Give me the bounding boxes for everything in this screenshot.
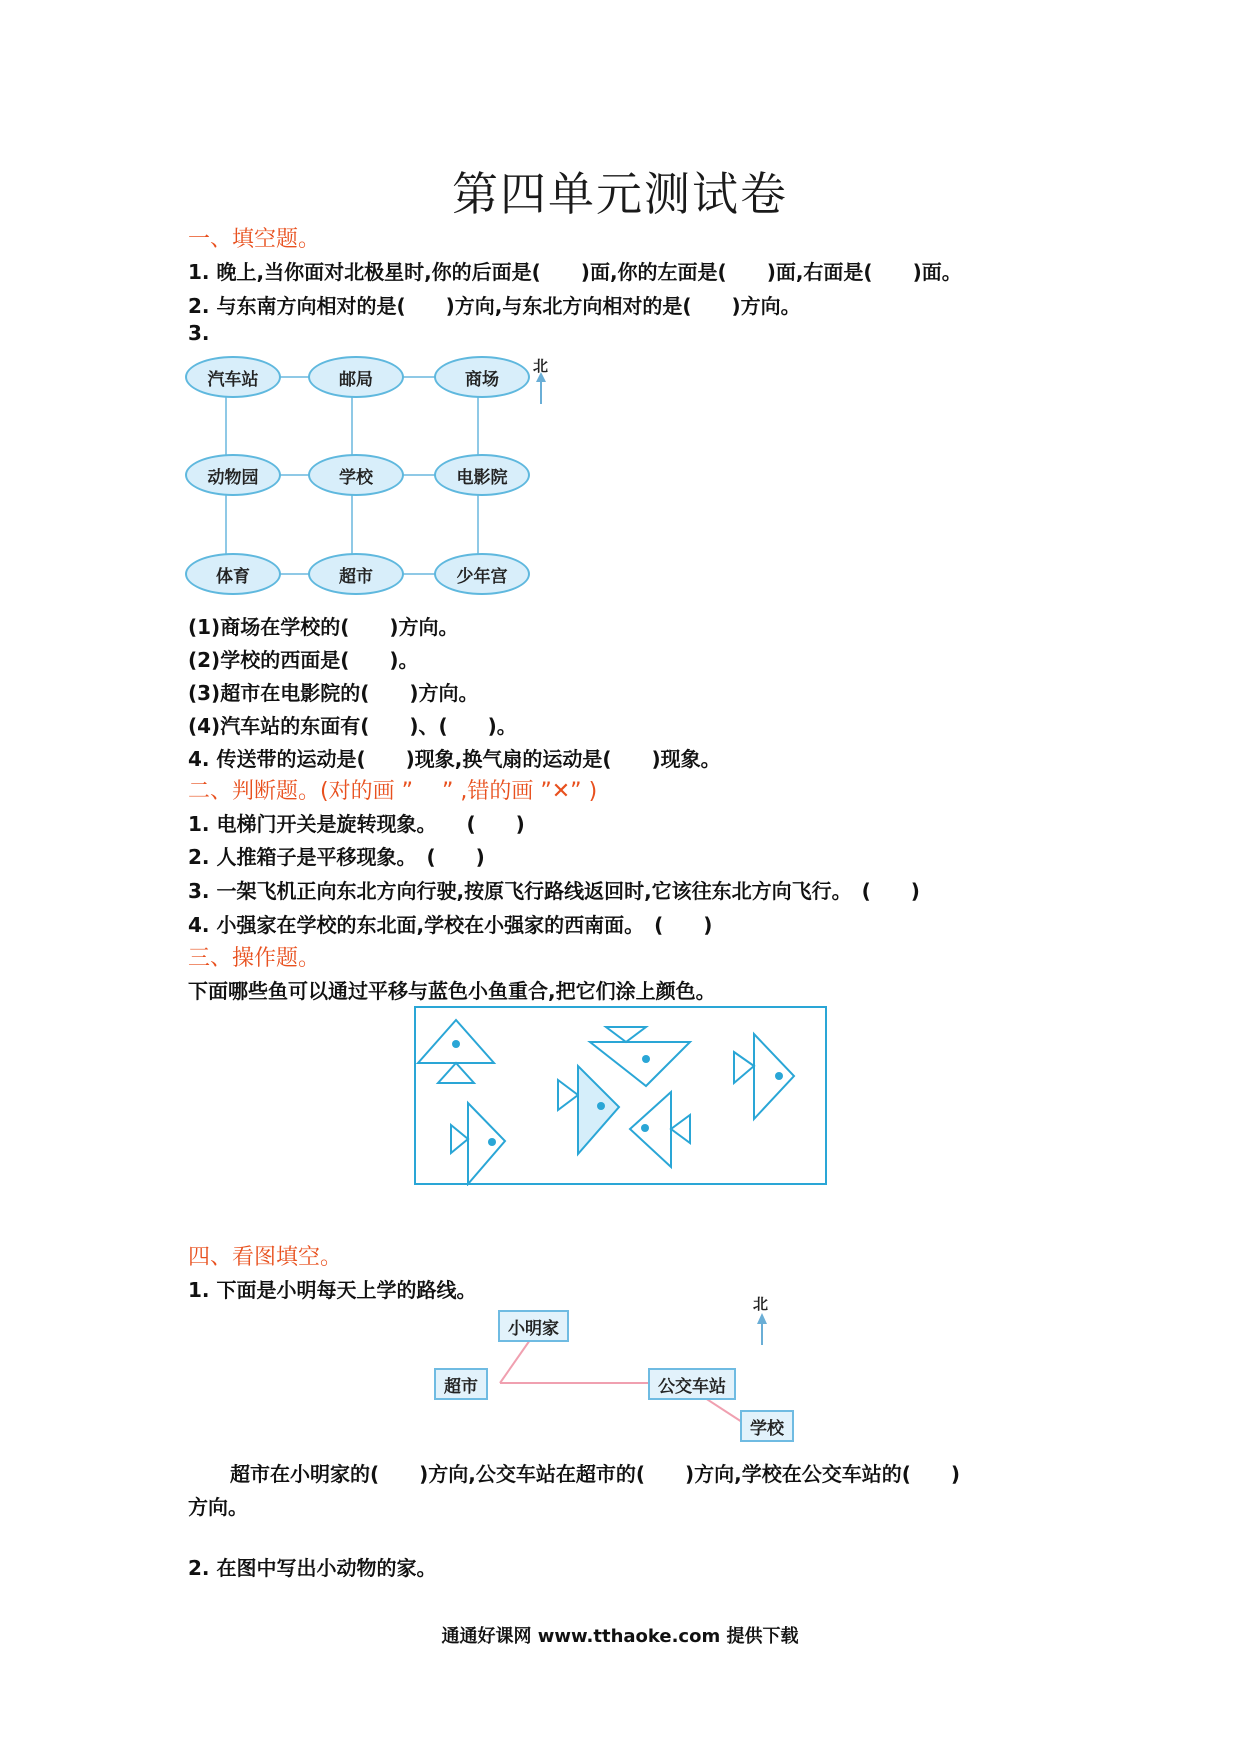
question-1-3-4: (4)汽车站的东面有( )、( )。 (188, 714, 517, 738)
fish-panel (414, 1006, 828, 1186)
question-4-2: 2. 在图中写出小动物的家。 (188, 1556, 437, 1580)
route-node-bus-station: 公交车站 (648, 1368, 736, 1400)
page-title: 第四单元测试卷 (452, 167, 788, 221)
question-1-2: 2. 与东南方向相对的是( )方向,与东北方向相对的是( )方向。 (188, 294, 801, 318)
question-1-3-2: (2)学校的西面是( )。 (188, 648, 419, 672)
question-2-4: 4. 小强家在学校的东北面,学校在小强家的西南面。 ( ) (188, 913, 713, 937)
section-heading-fill-blank: 一、填空题。 (188, 227, 321, 252)
question-4-1: 1. 下面是小明每天上学的路线。 (188, 1278, 477, 1302)
section-heading-true-false: 二、判断题。(对的画 ” ” ,错的画 ”✕” ) (188, 779, 598, 804)
route-north-label: 北 (753, 1295, 769, 1313)
question-1-4: 4. 传送带的运动是( )现象,换气扇的运动是( )现象。 (188, 747, 721, 771)
question-1-3-3: (3)超市在电影院的( )方向。 (188, 681, 479, 705)
section-heading-picture-fill: 四、看图填空。 (188, 1245, 343, 1270)
question-2-1: 1. 电梯门开关是旋转现象。 ( ) (188, 812, 525, 836)
question-1-1: 1. 晚上,当你面对北极星时,你的后面是( )面,你的左面是( )面,右面是( )面。 (188, 260, 962, 284)
question-4-1-fill-line1: 超市在小明家的( )方向,公交车站在超市的( )方向,学校在公交车站的( ) (230, 1462, 961, 1486)
map-node-school: 学校 (308, 454, 404, 496)
footer-source: 通通好课网 www.tthaoke.com 提供下载 (441, 1626, 799, 1647)
map-node-youth-palace: 少年宫 (434, 553, 530, 595)
map-node-sports: 体育 (185, 553, 281, 595)
map-node-zoo: 动物园 (185, 454, 281, 496)
section-heading-operation: 三、操作题。 (188, 946, 321, 971)
question-1-3: 3. (188, 321, 210, 345)
question-1-3-1: (1)商场在学校的( )方向。 (188, 615, 459, 639)
map-node-supermarket: 超市 (308, 553, 404, 595)
route-node-school: 学校 (740, 1410, 794, 1442)
map-node-cinema: 电影院 (434, 454, 530, 496)
map-node-mall: 商场 (434, 356, 530, 398)
question-4-1-fill-line2: 方向。 (188, 1495, 248, 1519)
route-node-home: 小明家 (498, 1310, 569, 1342)
question-3-text: 下面哪些鱼可以通过平移与蓝色小鱼重合,把它们涂上颜色。 (188, 979, 716, 1003)
question-2-2: 2. 人推箱子是平移现象。 ( ) (188, 845, 485, 869)
question-2-3: 3. 一架飞机正向东北方向行驶,按原飞行路线返回时,它该往东北方向飞行。 ( ) (188, 879, 920, 903)
map-node-post-office: 邮局 (308, 356, 404, 398)
map-node-bus-station: 汽车站 (185, 356, 281, 398)
north-label: 北 (533, 357, 549, 375)
route-node-supermarket: 超市 (434, 1368, 488, 1400)
